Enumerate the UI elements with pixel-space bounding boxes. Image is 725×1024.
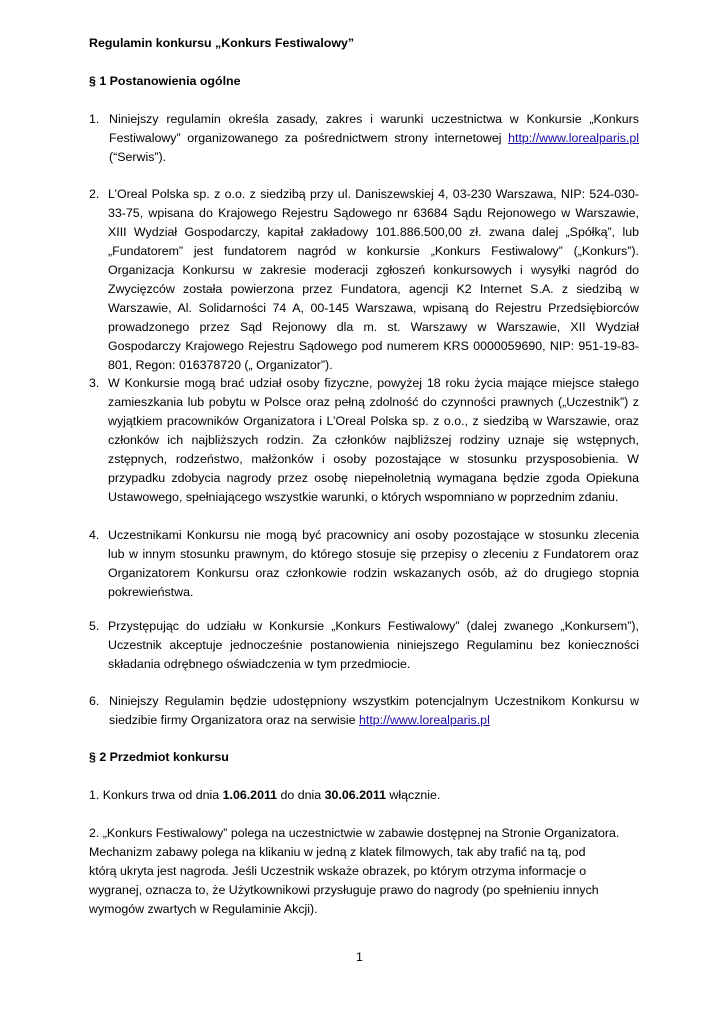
lorealparis-link[interactable]: http://www.lorealparis.pl	[508, 131, 639, 145]
date-from: 1.06.2011	[222, 788, 278, 802]
section1-item-5	[89, 617, 639, 674]
item-text	[109, 692, 639, 730]
text-part: włącznie.	[385, 788, 441, 802]
section1-item-6	[89, 692, 639, 730]
lorealparis-link[interactable]: http://www.lorealparis.pl	[358, 713, 490, 727]
paragraph-line: 2. „Konkurs Festiwalowy” polega na uczestnictwie w zabawie dostępnej na Stronie Organizatora.	[89, 826, 620, 840]
item-number: 6.	[89, 694, 100, 708]
section2-heading: § 2 Przedmiot konkursu	[89, 750, 229, 764]
paragraph-line: którą ukryta jest nagroda. Jeśli Uczestnik wskaże obrazek, po którym otrzyma informacje o	[89, 864, 587, 878]
paragraph-line: Mechanizm zabawy polega na klikaniu w jedną z klatek filmowych, tak aby trafić na tą, pod	[89, 845, 586, 859]
item-text-part: Niniejszy Regulamin będzie udostępniony wszystkim potencjalnym Uczestnikom Konkursu w siedzibie firmy Organizatora oraz na serwisie	[109, 694, 639, 727]
section1-item-4	[89, 526, 639, 602]
paragraph-line: wygranej, oznacza to, że Użytkownikowi przysługuje prawo do nagrody (po spełnieniu innych	[89, 883, 599, 897]
item-text: Uczestnikami Konkursu nie mogą być pracownicy ani osoby pozostające w stosunku zlecenia lub w innym stosunku prawnym, do którego stosuje się przepisy o zleceniu z Fundatorem oraz Organizatorem Konkursu oraz członkowie rodzin wskazanych osób, aż do drugiego stopnia pokrewieństwa.	[108, 528, 639, 599]
document-title: Regulamin konkursu „Konkurs Festiwalowy”	[89, 36, 355, 50]
section1-item-3	[89, 374, 639, 507]
date-to: 30.06.2011	[324, 788, 386, 802]
item-text	[109, 110, 639, 167]
section1-heading: § 1 Postanowienia ogólne	[89, 74, 241, 88]
item-number: 5.	[89, 619, 100, 633]
text-part: 1. Konkurs trwa od dnia	[89, 788, 223, 802]
section1-item-2	[89, 185, 639, 375]
text-part: do dnia	[277, 788, 325, 802]
item-text: W Konkursie mogą brać udział osoby fizyczne, powyżej 18 roku życia mające miejsce stałego zamieszkania lub pobytu w Polsce oraz pełną zdolność do czynności prawnych („Uczestnik”) z wyjątkiem pracowników Organizatora i L’Oreal Polska sp. z o.o., z siedzibą w Warszawie, oraz członków ich najbliższych rodzin. Za członków najbliższej rodziny uznaje się wstępnych, zstępnych, rodzeństwo, małżonków i osoby pozostające w stosunku przysposobienia. W przypadku zdobycia nagrody przez osobę niepełnoletnią wymagana będzie zgoda Opiekuna Ustawowego, spełniającego wszystkie warunki, o których wspomniano w poprzednim zdaniu.	[108, 376, 639, 504]
item-number: 3.	[89, 376, 100, 390]
item-number: 4.	[89, 528, 100, 542]
item-number: 2.	[89, 187, 100, 201]
page-number: 1	[356, 950, 363, 964]
section2-paragraph-2	[89, 824, 649, 919]
item-text: L’Oreal Polska sp. z o.o. z siedzibą przy ul. Daniszewskiej 4, 03-230 Warszawa, NIP: 524-030-33-75, wpisana do Krajowego Rejestru Sądowego nr 63684 Sądu Rejonowego w Warszawie, XIII Wydział Gospodarczy, kapitał zakładowy 101.886.500,00 zł. zwana dalej „Spółką”, lub „Fundatorem” jest fundatorem nagród w konkursie „Konkurs Festiwalowy” („Konkurs”). Organizacja Konkursu w zakresie moderacji zgłoszeń konkursowych i wysyłki nagród do Zwycięzców została powierzona przez Fundatora, agencji K2 Internet S.A. z siedzibą w Warszawie, Al. Solidarności 74 A, 00-145 Warszawa, wpisaną do Rejestru Przedsiębiorców prowadzonego przez Sąd Rejonowy dla m. st. Warszawy w Warszawie, XII Wydział Gospodarczy Krajowego Rejestru Sądowego pod numerem KRS 0000059690, NIP: 951-19-83-801, Regon: 016378720 („ Organizator”).	[108, 187, 639, 372]
item-text-part: Niniejszy regulamin określa zasady, zakres i warunki uczestnictwa w Konkursie „Konkurs Festiwalowy” organizowanego za pośrednictwem strony internetowej	[109, 112, 639, 145]
paragraph-line: wymogów zwartych w Regulaminie Akcji).	[89, 902, 318, 916]
item-text: Przystępując do udziału w Konkursie „Konkurs Festiwalowy” (dalej zwanego „Konkursem”), Uczestnik akceptuje jednocześnie postanowienia niniejszego Regulaminu bez konieczności składania odrębnego oświadczenia w tym przedmiocie.	[108, 619, 639, 671]
item-text-part: (“Serwis”).	[109, 150, 167, 164]
section2-paragraph-1	[89, 786, 649, 805]
section1-item-1	[89, 110, 639, 167]
item-number: 1.	[89, 112, 100, 126]
